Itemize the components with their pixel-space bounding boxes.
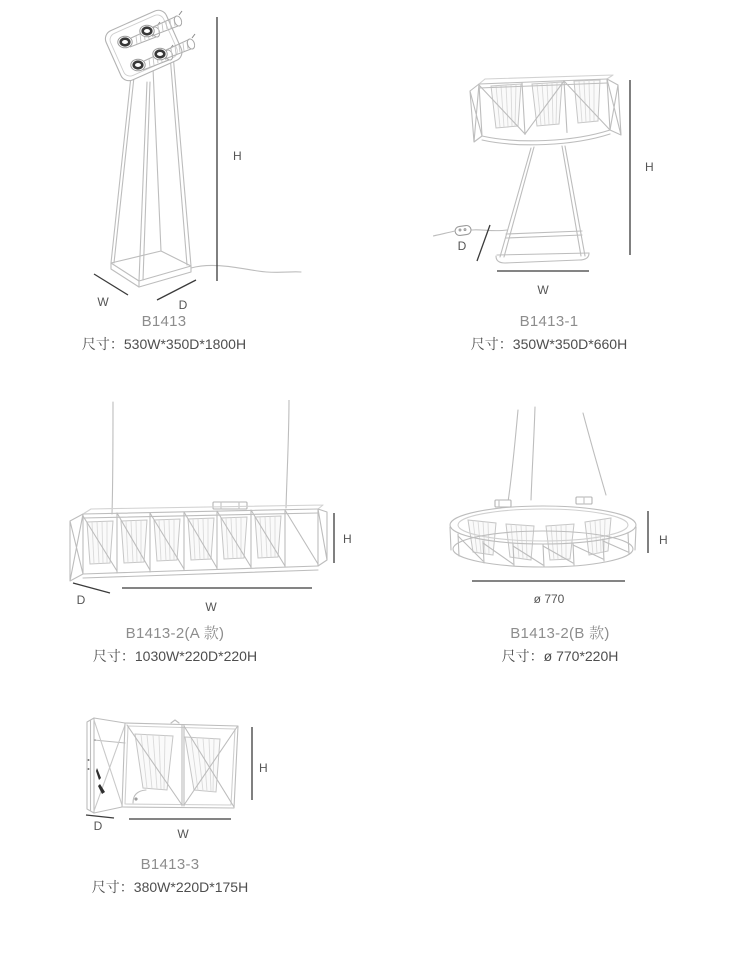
pendant-wires — [495, 407, 606, 507]
product-model: B1413-2(A 款) — [125, 625, 225, 642]
floor-lamp-head — [103, 8, 196, 84]
height-label: H — [233, 149, 242, 163]
depth-label: D — [457, 239, 467, 253]
floor-lamp-drawing — [83, 8, 313, 313]
pendant-ring-frame — [450, 506, 636, 567]
width-label: W — [537, 283, 549, 297]
depth-label: D — [178, 298, 188, 312]
floor-lamp-base — [111, 251, 191, 287]
product-model: B1413 — [141, 313, 187, 330]
product-size: 尺寸：ø 770*220H — [501, 648, 619, 664]
product-size: 尺寸：1030W*220D*220H — [92, 648, 258, 664]
product-caption — [50, 855, 290, 895]
depth-label: D — [93, 819, 103, 833]
product-caption — [440, 624, 680, 664]
width-label: W — [205, 600, 217, 614]
pendant-wires — [112, 400, 289, 514]
height-label: H — [659, 533, 668, 547]
product-model: B1413-3 — [140, 856, 200, 873]
diameter-label: ø 770 — [533, 592, 565, 606]
product-model: B1413-2(B 款) — [510, 625, 610, 642]
floor-lamp-legs — [111, 54, 191, 281]
floor-lamp-cord — [191, 265, 301, 272]
pendant-shades — [468, 518, 611, 560]
product-size: 尺寸：530W*350D*1800H — [81, 336, 247, 352]
product-model: B1413-1 — [519, 313, 579, 330]
product-caption — [55, 624, 295, 664]
round-pendant-drawing — [438, 403, 678, 608]
wall-lamp-drawing — [83, 710, 268, 845]
height-label: H — [645, 160, 654, 174]
product-caption — [44, 312, 284, 352]
table-lamp-cord — [433, 225, 507, 236]
product-caption — [429, 312, 669, 352]
width-label: W — [97, 295, 109, 309]
table-lamp-legs — [496, 146, 589, 263]
width-label: W — [177, 827, 189, 841]
dimension-line-depth — [157, 280, 196, 300]
product-size: 尺寸：380W*220D*175H — [91, 879, 249, 895]
depth-label: D — [76, 593, 86, 607]
table-lamp-drawing — [433, 70, 668, 305]
linear-pendant-drawing — [65, 400, 375, 615]
height-label: H — [259, 761, 268, 775]
dimension-line-depth — [86, 815, 114, 818]
height-label: H — [343, 532, 352, 546]
dimension-line-depth — [73, 583, 110, 593]
product-size: 尺寸：350W*350D*660H — [470, 336, 628, 352]
